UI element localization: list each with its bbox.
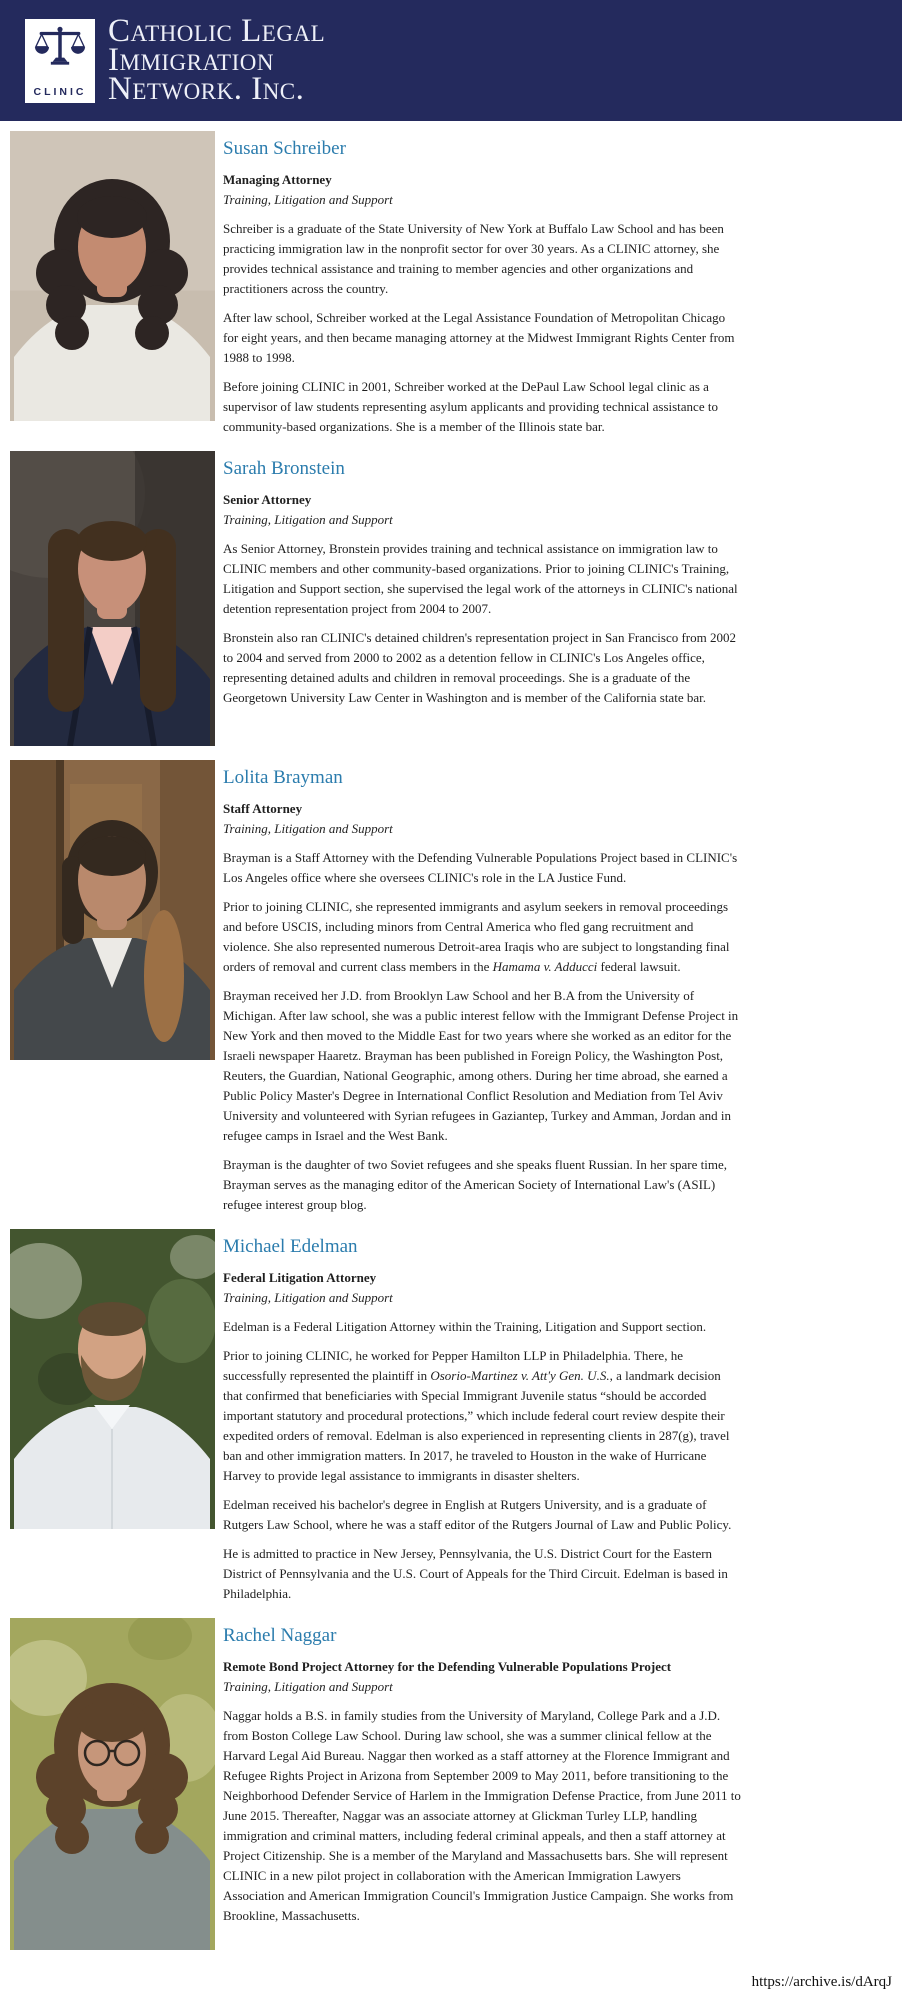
profile-name-link[interactable]: Michael Edelman	[223, 1236, 358, 1257]
profile-title: Managing Attorney	[223, 172, 332, 187]
profile-paragraphs	[223, 219, 743, 437]
portrait-illustration	[10, 1618, 215, 1950]
profile-department: Training, Litigation and Support	[223, 1679, 393, 1694]
profile-title: Federal Litigation Attorney	[223, 1270, 377, 1285]
profile-photo	[10, 1229, 215, 1529]
profile-title: Senior Attorney	[223, 492, 312, 507]
profile-photo	[10, 131, 215, 421]
profile-bio	[223, 451, 743, 708]
profile-row	[10, 1229, 902, 1604]
org-name-line-2: Immigration	[108, 42, 274, 78]
logo-clinic-label: CLINIC	[33, 85, 87, 98]
profile-title: Remote Bond Project Attorney for the Defending Vulnerable Populations Project	[223, 1659, 672, 1674]
bio-paragraph: Brayman is the daughter of two Soviet refugees and she speaks fluent Russian. In her spare time, Brayman serves as the managing editor of the American Society of International Law's (ASIL) refugee interest group blog.	[223, 1157, 727, 1212]
profile-row	[10, 131, 902, 437]
bio-paragraph: Naggar holds a B.S. in family studies from the University of Maryland, College Park and a J.D. from Boston College Law School. During law school, she was a summer clinical fellow at the Harvard Legal Aid Bureau. Naggar then worked as a staff attorney at the Florence Immigrant and Refugee Rights Project in Arizona from September 2009 to May 2011, before transitioning to the Neighborhood Defender Service of Harlem in the Immigration Defense Practice, from June 2011 to June 2015. Thereafter, Naggar was an associate attorney at Glickman Turley LLP, handling immigration and criminal matters, including federal criminal appeals, and then a staff attorney at Project Citizenship. She is a member of the Maryland and Massachusetts bars. She will represent CLINIC in a new pilot project in collaboration with the American Immigration Lawyers Association and American Immigration Council's Immigration Justice Campaign. She works from Brookline, Massachusetts.	[223, 1708, 741, 1923]
bio-paragraph: Edelman received his bachelor's degree in English at Rutgers University, and is a graduate of Rutgers Law School, where he was a staff editor of the Rutgers Journal of Law and Public Policy.	[223, 1497, 732, 1532]
profile-department: Training, Litigation and Support	[223, 821, 393, 836]
bio-paragraph: Prior to joining CLINIC, she represented immigrants and asylum seekers in removal proceedings and before USCIS, including minors from Central America who fled gang recruitment and violence. She also represented numerous Detroit-area Iraqis who are subject to longstanding final orders of removal and current class members in the Hamama v. Adducci federal lawsuit.	[223, 899, 730, 974]
profile-row	[10, 760, 902, 1215]
profile-bio	[223, 1618, 743, 1926]
portrait-illustration	[10, 760, 215, 1060]
bio-paragraph: Edelman is a Federal Litigation Attorney within the Training, Litigation and Support section.	[223, 1319, 707, 1334]
profile-name-link[interactable]: Sarah Bronstein	[223, 458, 345, 479]
profile-name-link[interactable]: Rachel Naggar	[223, 1625, 337, 1646]
scales-of-justice-icon	[32, 26, 88, 71]
portrait-illustration	[10, 1229, 215, 1529]
profile-title: Staff Attorney	[223, 801, 303, 816]
bio-paragraph: Before joining CLINIC in 2001, Schreiber worked at the DePaul Law School legal clinic as a supervisor of law students representing asylum applicants and providing technical assistance to community-based organizations. She is a member of the Illinois state bar.	[223, 379, 718, 434]
profile-paragraphs	[223, 1317, 743, 1604]
profile-department: Training, Litigation and Support	[223, 1290, 393, 1305]
profile-name-link[interactable]: Lolita Brayman	[223, 767, 343, 788]
profile-photo	[10, 760, 215, 1060]
profile-department: Training, Litigation and Support	[223, 192, 393, 207]
site-header	[0, 0, 902, 121]
profile-bio	[223, 1229, 743, 1604]
clinic-logo[interactable]	[25, 19, 95, 103]
bio-paragraph: Bronstein also ran CLINIC's detained children's representation project in San Francisco from 2002 to 2004 and served from 2000 to 2002 as a detention fellow in CLINIC's Los Angeles office, representing detained adults and children in removal proceedings. She is a graduate of the Georgetown University Law Center in Washington and is member of the California state bar.	[223, 630, 736, 705]
bio-paragraph: As Senior Attorney, Bronstein provides training and technical assistance on immigration law to CLINIC members and other community-based organizations. Prior to joining CLINIC's Training, Litigation and Support section, she supervised the legal work of the attorneys in CLINIC's national detention representation project from 2004 to 2007.	[223, 541, 738, 616]
bio-paragraph: Schreiber is a graduate of the State University of New York at Buffalo Law School and has been practicing immigration law in the nonprofit sector for over 30 years. As a CLINIC attorney, she provides technical assistance and training to member agencies and other organizations and practitioners across the country.	[223, 221, 724, 296]
profile-name-link[interactable]: Susan Schreiber	[223, 138, 346, 159]
profile-bio	[223, 760, 743, 1215]
profile-row	[10, 1618, 902, 1950]
org-name-line-1: Catholic Legal	[108, 13, 326, 49]
profile-photo	[10, 1618, 215, 1950]
profile-paragraphs	[223, 1706, 743, 1926]
org-wordmark	[108, 13, 326, 107]
profiles-list	[0, 121, 902, 1950]
profile-bio	[223, 131, 743, 437]
profile-row	[10, 451, 902, 746]
bio-paragraph: Brayman is a Staff Attorney with the Defending Vulnerable Populations Project based in CLINIC's Los Angeles office where she oversees CLINIC's role in the LA Justice Fund.	[223, 850, 738, 885]
profile-paragraphs	[223, 848, 743, 1215]
bio-paragraph: He is admitted to practice in New Jersey, Pennsylvania, the U.S. District Court for the Eastern District of Pennsylvania and the U.S. Court of Appeals for the Third Circuit. Edelman is based in Philadelphia.	[223, 1546, 728, 1601]
portrait-illustration	[10, 131, 215, 421]
profile-paragraphs	[223, 539, 743, 708]
bio-paragraph: Prior to joining CLINIC, he worked for Pepper Hamilton LLP in Philadelphia. There, he successfully represented the plaintiff in Osorio-Martinez v. Att'y Gen. U.S., a landmark decision that confirmed that beneficiaries with Special Immigrant Juvenile status “should be accorded important statutory and procedural protections,” which include federal court review despite their expedited orders of removal. Edelman is also experienced in representing clients in 287(g), travel ban and other immigration matters. In 2017, he traveled to Houston in the wake of Hurricane Harvey to provide legal assistance to immigrants in disaster shelters.	[223, 1348, 730, 1483]
profile-department: Training, Litigation and Support	[223, 512, 393, 527]
archive-url-label: https://archive.is/dArqJ	[751, 1974, 892, 1990]
bio-paragraph: After law school, Schreiber worked at the Legal Assistance Foundation of Metropolitan Chicago for eight years, and then became managing attorney at the Midwest Immigrant Rights Center from 1988 to 1998.	[223, 310, 735, 365]
portrait-illustration	[10, 451, 215, 746]
profile-photo	[10, 451, 215, 746]
org-name-line-3: Network. Inc.	[108, 71, 305, 107]
bio-paragraph: Brayman received her J.D. from Brooklyn Law School and her B.A from the University of Michigan. After law school, she was a public interest fellow with the Immigrant Defense Project in New York and then moved to the Middle East for two years where she worked as an editor for the Israeli newspaper Haaretz. Brayman has been published in Foreign Policy, the Washington Post, Reuters, the Guardian, National Geographic, among others. During her time abroad, she earned a Public Policy Master's Degree in International Conflict Resolution and Mediation from Tel Aviv University and volunteered with Syrian refugees in Gaziantep, Turkey and Amman, Jordan and in refugee camps in Israel and the West Bank.	[223, 988, 739, 1143]
